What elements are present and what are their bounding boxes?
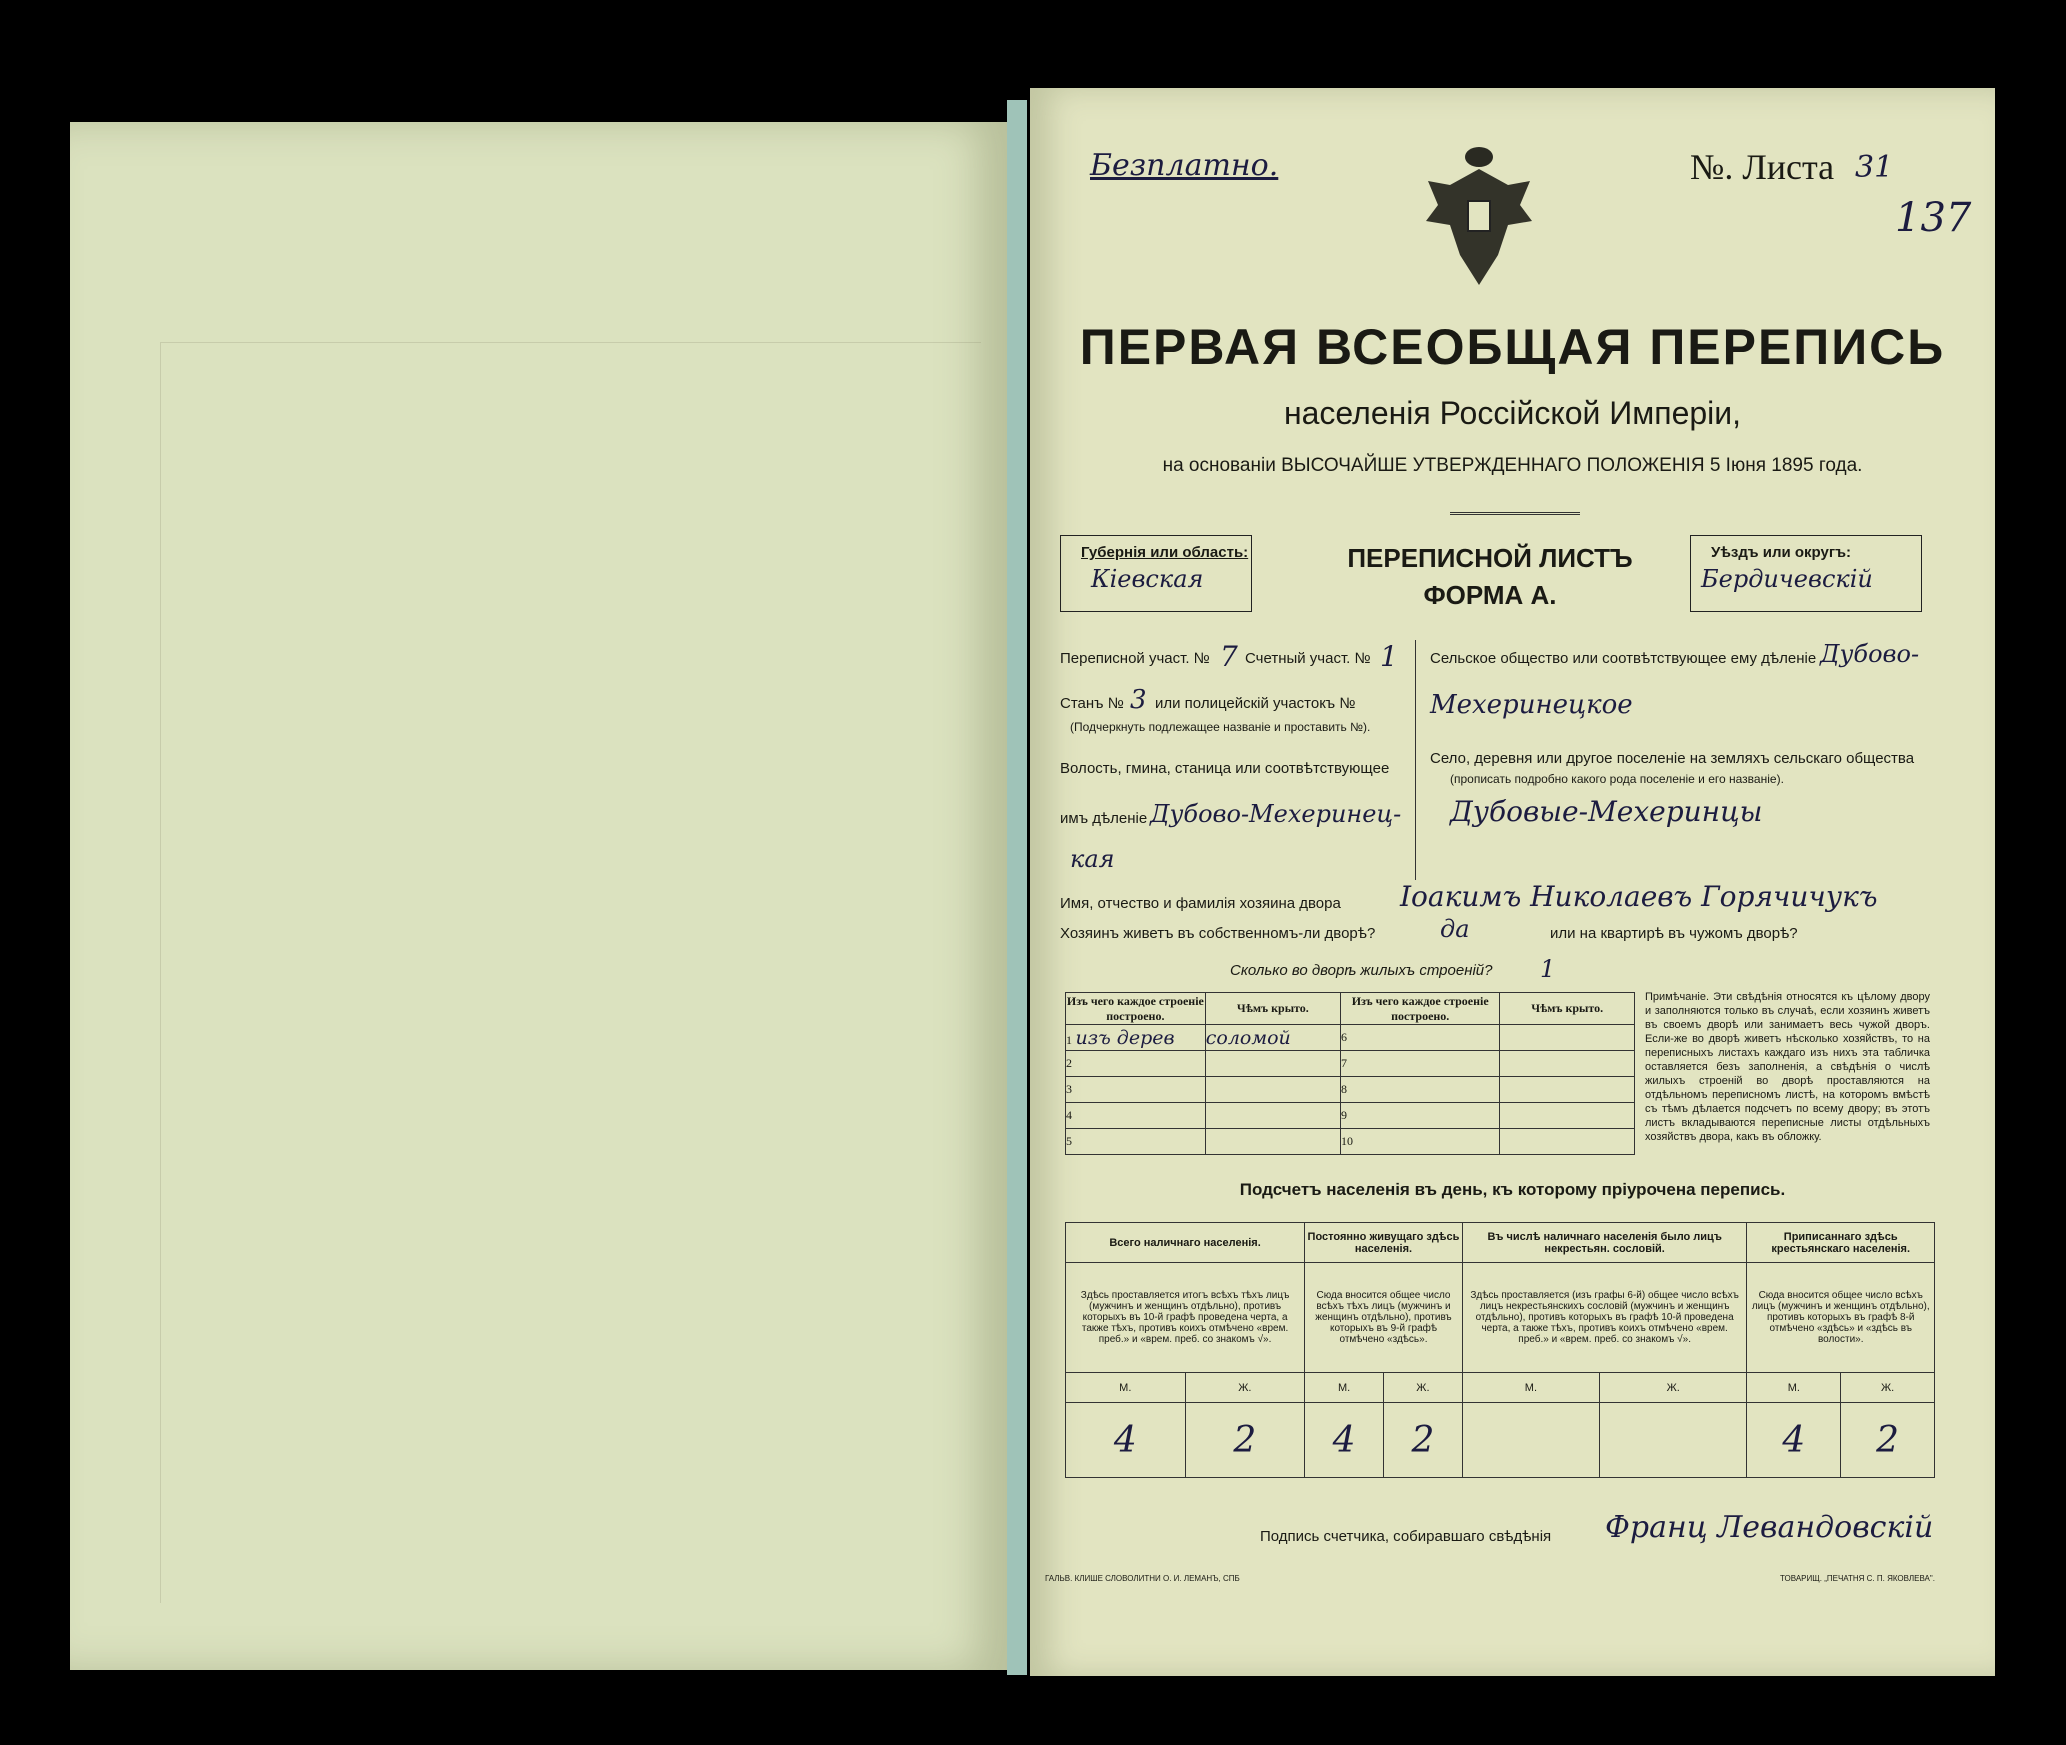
note-text: Примѣчаніе. Эти свѣдѣнія относятся къ цѣлому двору и заполняются только въ случаѣ, если хозяинъ живетъ въ своемъ дворѣ или занимаетъ весь чужой дворъ. Если-же во дворѣ живетъ нѣсколько хозяйствъ, то на переписныхъ листахъ каждаго изъ нихъ эта табличка оставляется безъ заполненія, а свѣдѣнія о числѣ жилыхъ строеній во дворѣ проставляются на отдѣльномъ переписномъ листѣ, на которомъ вмѣстѣ съ тѣмъ дѣлается подсчетъ по всему двору; въ этотъ листъ вкладываются переписные листы отдѣльныхъ хозяйствъ двора, какъ въ обложку. (1645, 991, 1930, 1143)
census-title: ПЕРВАЯ ВСЕОБЩАЯ ПЕРЕПИСЬ (1079, 319, 1946, 375)
village-label: Село, деревня или другое поселеніе на земляхъ сельскаго общества (1430, 750, 1915, 767)
tally-m-value: 4 (1305, 1403, 1384, 1478)
uyezd-label: Уѣздъ или округъ: (1711, 544, 1852, 561)
signature-label: Подпись счетчика, собиравшаго свѣдѣнія (1260, 1528, 1552, 1545)
tally-m-value: 4 (1747, 1403, 1841, 1478)
m-header: М. (1462, 1373, 1599, 1403)
underline-note: (Подчеркнуть подлежащее названіе и проставить №). (1070, 720, 1371, 734)
village-value: Дубовые-Мехеринцы (1450, 795, 1763, 828)
table-row (1066, 1129, 1635, 1155)
tally-m-value: 4 (1066, 1403, 1186, 1478)
sheet-number-value: 31 (1855, 150, 1894, 185)
row-num: 1 (1066, 1032, 1072, 1047)
owner-lives-value: да (1440, 915, 1470, 943)
tally-group-title: Приписаннаго здѣсь крестьянскаго населенія. (1747, 1223, 1935, 1263)
volost-label-2: имъ дѣленіе (1060, 810, 1148, 827)
owner-name-value: Іоакимъ Николаевъ Горячичукъ (1400, 880, 1878, 913)
tally-group-title: Всего наличнаго населенія. (1066, 1223, 1305, 1263)
row-num: 8 (1340, 1081, 1347, 1096)
census-district-value: 7 (1220, 640, 1238, 673)
col-roof-left: Чѣмъ крыто. (1205, 993, 1340, 1025)
table-row (1066, 1103, 1635, 1129)
material-value: изъ дерев (1075, 1026, 1175, 1049)
col-roof-right: Чѣмъ крыто. (1500, 993, 1635, 1025)
tally-zh-value: 2 (1383, 1403, 1462, 1478)
buildings-value: 1 (1540, 955, 1556, 983)
roof-value: соломой (1205, 1026, 1291, 1049)
tally-group-title: Постоянно живущаго здѣсь населенія. (1305, 1223, 1463, 1263)
tally-heading: Подсчетъ населенія въ день, къ которому пріурочена перепись. (1239, 1180, 1786, 1199)
society-value-2: Мехеринецкое (1430, 690, 1633, 720)
table-row (1066, 1025, 1635, 1051)
buildings-label: Сколько во дворѣ жилыхъ строеній? (1230, 962, 1493, 979)
owner-lives-label: Хозяинъ живетъ въ собственномъ-ли дворѣ? (1060, 925, 1376, 942)
tally-m-value (1462, 1403, 1599, 1478)
tally-group-desc: Здѣсь проставляется итогъ всѣхъ тѣхъ лицъ (мужчинъ и женщинъ отдѣльно), противъ которыхъ въ 10-й графѣ проведена черта, а также тѣхъ, противъ коихъ отмѣчено «врем. преб.» и «врем. преб. со знакомъ √». (1066, 1263, 1305, 1373)
tally-group-desc: Сюда вносится общее число всѣхъ лицъ (мужчинъ и женщинъ отдѣльно), противъ которыхъ въ графѣ 8-й отмѣчено «здѣсь» и «здѣсь въ волости». (1747, 1263, 1935, 1373)
tally-zh-value: 2 (1841, 1403, 1935, 1478)
m-header: М. (1305, 1373, 1384, 1403)
right-imprint: ТОВАРИЩ. „ПЕЧАТНЯ С. П. ЯКОВЛЕВА". (1780, 1574, 1935, 1583)
tally-table (1065, 1222, 1935, 1478)
double-headed-eagle-emblem (1420, 145, 1538, 295)
page-number: 137 (1895, 195, 1972, 241)
census-basis: на основаніи ВЫСОЧАЙШЕ УТВЕРЖДЕННАГО ПОЛОЖЕНІЯ 5 Іюня 1895 года. (1162, 455, 1863, 476)
left-page (70, 122, 1009, 1670)
left-imprint: ГАЛЬВ. КЛИШЕ СЛОВОЛИТНИ О. И. ЛЕМАНЪ, СПБ (1045, 1574, 1240, 1583)
row-num: 2 (1066, 1055, 1072, 1070)
tally-group-desc: Здѣсь проставляется (изъ графы 6-й) общее число всѣхъ лицъ некрестьянскихъ сословій (мужчинъ и женщинъ отдѣльно), противъ которыхъ въ графѣ 10-й проведена черта, а также тѣхъ, противъ коихъ отмѣчено «врем. преб.» и «врем. преб. со знакомъ √». (1462, 1263, 1747, 1373)
tally-zh-value (1600, 1403, 1747, 1478)
zh-header: Ж. (1185, 1373, 1305, 1403)
tally-group-title: Въ числѣ наличнаго населенія было лицъ некрестьян. сословій. (1462, 1223, 1747, 1263)
table-row (1066, 1077, 1635, 1103)
stan-label: Станъ № (1060, 695, 1124, 712)
society-label: Сельское общество или соотвѣтствующее ему дѣленіе (1430, 650, 1817, 667)
guberniya-label: Губернія или область: (1081, 544, 1249, 561)
volost-value-2: кая (1070, 845, 1115, 873)
tally-group-desc: Сюда вносится общее число всѣхъ тѣхъ лицъ (мужчинъ и женщинъ отдѣльно), противъ которыхъ въ 9-й графѣ отмѣчено «здѣсь». (1305, 1263, 1463, 1373)
zh-header: Ж. (1600, 1373, 1747, 1403)
police-label: или полицейскій участокъ № (1155, 695, 1356, 712)
row-num: 7 (1340, 1055, 1347, 1070)
census-subtitle: населенія Россійской Имперіи, (1283, 395, 1742, 431)
col-material-right: Изъ чего каждое строеніе построено. (1340, 993, 1499, 1025)
society-value-1: Дубово- (1820, 640, 1920, 668)
sheet-title-2: ФОРМА А. (1423, 580, 1557, 610)
guberniya-box (1060, 535, 1252, 612)
col-material-left: Изъ чего каждое строеніе построено. (1066, 993, 1204, 1023)
census-district-label: Переписной участ. № (1060, 650, 1210, 667)
row-num: 4 (1066, 1107, 1072, 1122)
owner-name-label: Имя, отчество и фамилія хозяина двора (1060, 895, 1341, 912)
uyezd-box (1690, 535, 1922, 612)
volost-label-1: Волость, гмина, станица или соотвѣтствующее (1060, 760, 1390, 777)
row-num: 3 (1066, 1081, 1072, 1096)
count-district-value: 1 (1380, 640, 1398, 673)
column-divider (1415, 640, 1416, 880)
village-note: (прописать подробно какого рода поселеніе и его названіе). (1450, 772, 1784, 786)
ornament-divider (1450, 512, 1580, 515)
count-district-label: Счетный участ. № (1245, 650, 1371, 667)
guberniya-value: Кіевская (1091, 565, 1204, 593)
tally-zh-value: 2 (1185, 1403, 1305, 1478)
zh-header: Ж. (1383, 1373, 1462, 1403)
free-label: Безплатно. (1090, 148, 1279, 183)
m-header: М. (1747, 1373, 1841, 1403)
sheet-title-1: ПЕРЕПИСНОЙ ЛИСТЪ (1347, 543, 1633, 573)
uyezd-value: Бердичевскій (1701, 565, 1873, 593)
row-num: 9 (1340, 1107, 1347, 1122)
volost-value-1: Дубово-Мехеринец- (1150, 800, 1402, 828)
book-spine (1007, 100, 1027, 1675)
sheet-number-label: №. Листа (1690, 147, 1835, 187)
signature-value: Франц Левандовскій (1605, 1510, 1934, 1545)
row-num: 10 (1340, 1133, 1353, 1148)
apartment-label: или на квартирѣ въ чужомъ дворѣ? (1550, 925, 1798, 942)
table-row (1066, 1051, 1635, 1077)
zh-header: Ж. (1841, 1373, 1935, 1403)
m-header: М. (1066, 1373, 1186, 1403)
buildings-table (1065, 992, 1635, 1155)
row-num: 6 (1340, 1029, 1347, 1044)
left-page-faint-grid (160, 342, 981, 1603)
row-num: 5 (1066, 1133, 1072, 1148)
stan-value: 3 (1130, 685, 1147, 715)
